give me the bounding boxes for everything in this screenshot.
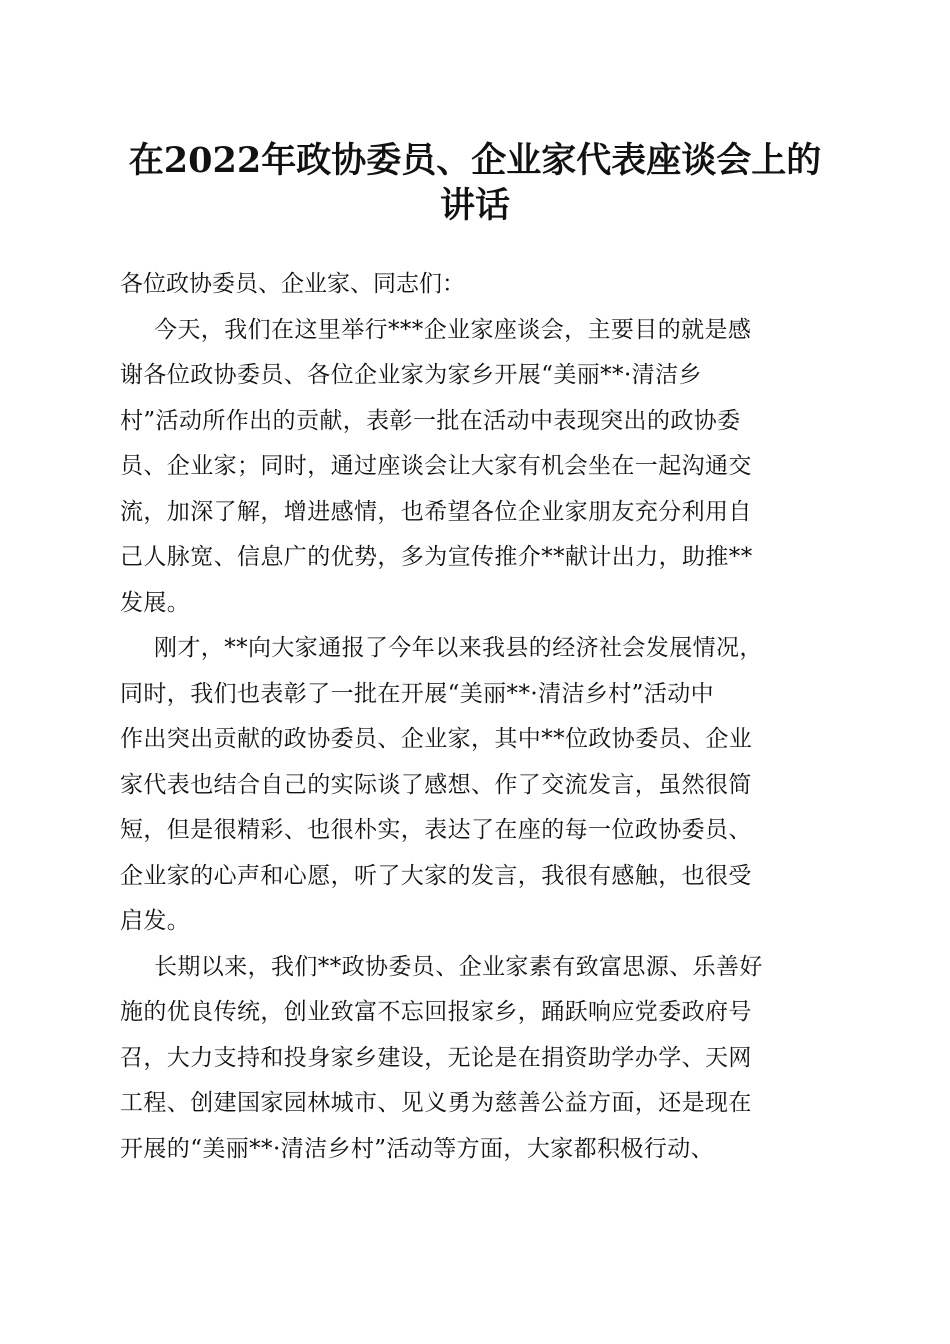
document-body — [120, 262, 825, 1172]
paragraph-line: 短，但是很精彩、也很朴实，表达了在座的每一位政协委员、 — [120, 817, 752, 843]
paragraph-1 — [120, 308, 825, 627]
paragraph-line: 己人脉宽、信息广的优势，多为宣传推介**献计出力，助推** — [120, 544, 753, 570]
salutation: 各位政协委员、企业家、同志们： — [120, 271, 465, 297]
paragraph-line: 今天，我们在这里举行***企业家座谈会，主要目的就是感 — [154, 316, 752, 343]
paragraph-line: 启发。 — [120, 908, 191, 934]
paragraph-3 — [120, 945, 825, 1173]
paragraph-line: 员、企业家；同时，通过座谈会让大家有机会坐在一起沟通交 — [120, 453, 752, 479]
paragraph-line: 发展。 — [120, 589, 191, 616]
paragraph-line: 谢各位政协委员、各位企业家为家乡开展“美丽**·清洁乡 — [120, 362, 702, 388]
paragraph-line: 工程、创建国家园林城市、见义勇为慈善公益方面，还是现在 — [120, 1090, 752, 1116]
paragraph-line: 施的优良传统，创业致富不忘回报家乡，踊跃响应党委政府号 — [120, 999, 752, 1025]
paragraph-line: 作出突出贡献的政协委员、企业家，其中**位政协委员、企业 — [120, 726, 753, 752]
paragraph-line: 流，加深了解，增进感情，也希望各位企业家朋友充分利用自 — [120, 498, 752, 525]
paragraph-line: 家代表也结合自己的实际谈了感想、作了交流发言，虽然很简 — [120, 771, 752, 798]
paragraph-2 — [120, 626, 825, 945]
paragraph-line: 召，大力支持和投身家乡建设，无论是在捐资助学办学、天网 — [120, 1044, 752, 1071]
paragraph-line: 村”活动所作出的贡献，表彰一批在活动中表现突出的政协委 — [120, 407, 741, 434]
title-line-2: 讲话 — [439, 185, 510, 226]
paragraph-line: 同时，我们也表彰了一批在开展“美丽**·清洁乡村”活动中 — [120, 680, 715, 707]
paragraph-line: 刚才，**向大家通报了今年以来我县的经济社会发展情况， — [154, 635, 763, 661]
paragraph-line: 企业家的心声和心愿，听了大家的发言，我很有感触，也很受 — [120, 862, 752, 889]
paragraph-line: 长期以来，我们**政协委员、企业家素有致富思源、乐善好 — [154, 953, 763, 980]
document-title — [110, 138, 840, 228]
title-line-1: 在2022年政协委员、企业家代表座谈会上的 — [128, 140, 822, 181]
paragraph-line: 开展的“美丽**·清洁乡村”活动等方面，大家都积极行动、 — [120, 1135, 715, 1162]
